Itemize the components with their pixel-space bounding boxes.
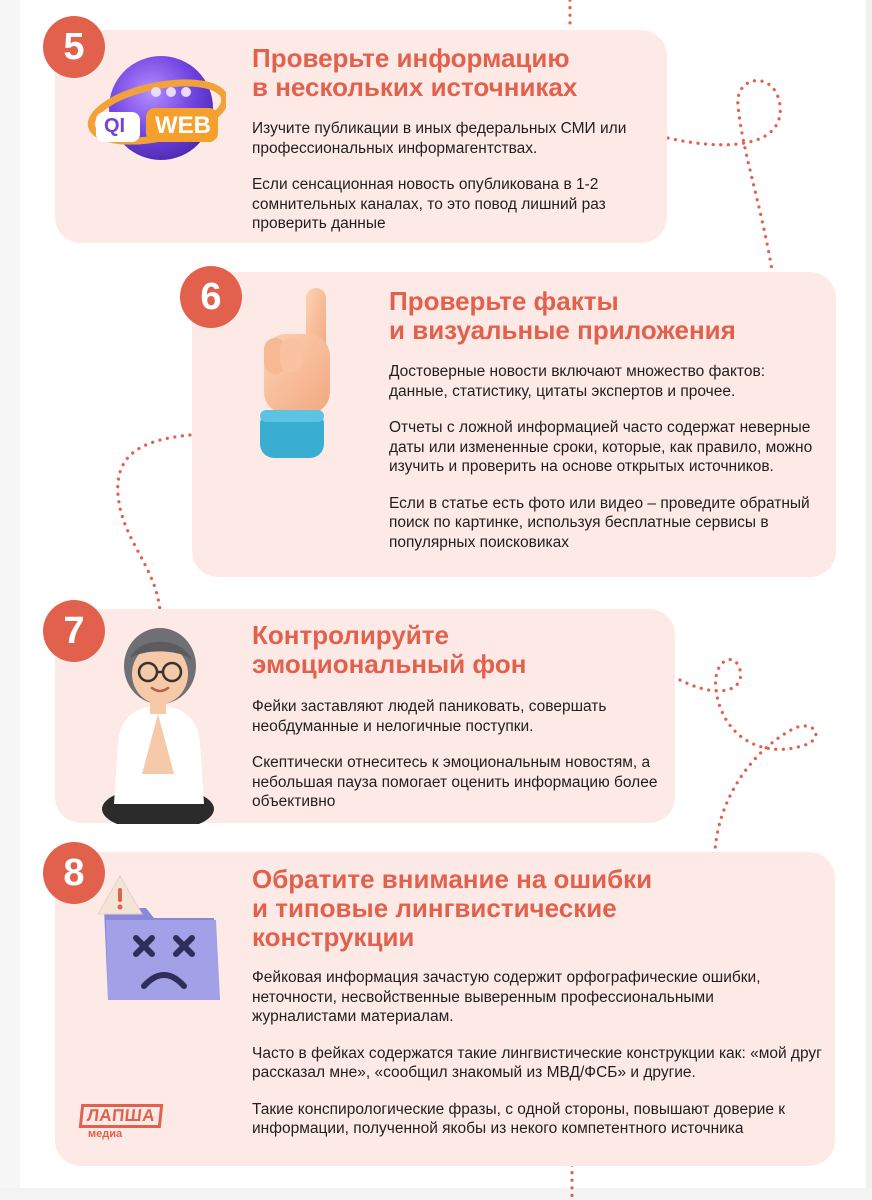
step-7-title-line-1: Контролируйте <box>252 620 449 650</box>
sad-folder-warning-icon <box>96 868 226 1008</box>
step-6-paragraph-3: Если в статье есть фото или видео – проведите обратный поиск по картинке, используя бесплатные сервисы в популярных поисковиках <box>389 494 810 551</box>
step-8-paragraph-3: Такие конспирологические фразы, с одной стороны, повышают доверие к информации, полученной якобы из некого компетентного источника <box>252 1100 786 1137</box>
step-6-body <box>389 362 819 569</box>
step-5-paragraph-2: Если сенсационная новость опубликована в 1-2 сомнительных каналах, то это повод лишний раз проверить данные <box>252 176 606 232</box>
globe-qi-label: QI <box>104 115 126 137</box>
logo-sub-text: медиа <box>88 1128 123 1140</box>
globe-web-icon <box>86 48 226 168</box>
step-8-title-line-2: и типовые лингвистические <box>252 893 617 923</box>
step-5-title-line-2: в нескольких источниках <box>252 72 578 102</box>
step-5-body <box>252 119 652 251</box>
step-6-badge: 6 <box>180 266 242 328</box>
step-6-paragraph-1: Достоверные новости включают множество фактов: данные, статистику, цитаты экспертов и прочее. <box>389 363 765 400</box>
step-5-title <box>252 44 662 102</box>
step-7-title-line-2: эмоциональный фон <box>252 649 527 679</box>
step-6-title-line-1: Проверьте факты <box>389 286 619 316</box>
step-7-paragraph-1: Фейки заставляют людей паниковать, совершать необдуманные и нелогичные поступки. <box>252 698 607 735</box>
step-8-title <box>252 865 812 952</box>
step-6-title <box>389 287 819 345</box>
step-8-body <box>252 968 822 1156</box>
globe-web-label: WEB <box>155 112 211 139</box>
step-8-paragraph-2: Часто в фейках содержатся такие лингвистические конструкции как: «мой друг рассказал мне», «сообщил знакомый из МВД/ФСБ» и другие. <box>252 1044 822 1081</box>
step-7-paragraph-2: Скептически отнеситесь к эмоциональным новостям, а небольшая пауза помогает оценить информацию более объективно <box>252 754 658 810</box>
step-6-paragraph-2: Отчеты с ложной информацией часто содержат неверные даты или измененные сроки, которые, как правило, можно изучить и проверить на основе открытых источников. <box>389 419 813 475</box>
pointing-hand-icon <box>250 282 340 462</box>
step-5-title-line-1: Проверьте информацию <box>252 43 570 73</box>
step-5-badge: 5 <box>43 16 105 78</box>
step-8-title-line-3: конструкции <box>252 922 415 952</box>
step-8-title-line-1: Обратите внимание на ошибки <box>252 864 653 894</box>
calm-woman-icon <box>100 624 220 824</box>
step-6-title-line-2: и визуальные приложения <box>389 315 736 345</box>
step-7-body <box>252 697 662 829</box>
step-5-paragraph-1: Изучите публикации в иных федеральных СМИ или профессиональных информагентствах. <box>252 120 627 157</box>
step-8-badge: 8 <box>43 842 105 904</box>
step-8-paragraph-1: Фейковая информация зачастую содержит орфографические ошибки, неточности, несвойственные выверенным профессиональными журналистами материалам. <box>252 969 761 1025</box>
step-7-badge: 7 <box>43 600 105 662</box>
logo-main-text: ЛАПША <box>79 1104 164 1128</box>
lapsha-media-logo <box>80 1104 162 1140</box>
step-7-title <box>252 621 652 679</box>
